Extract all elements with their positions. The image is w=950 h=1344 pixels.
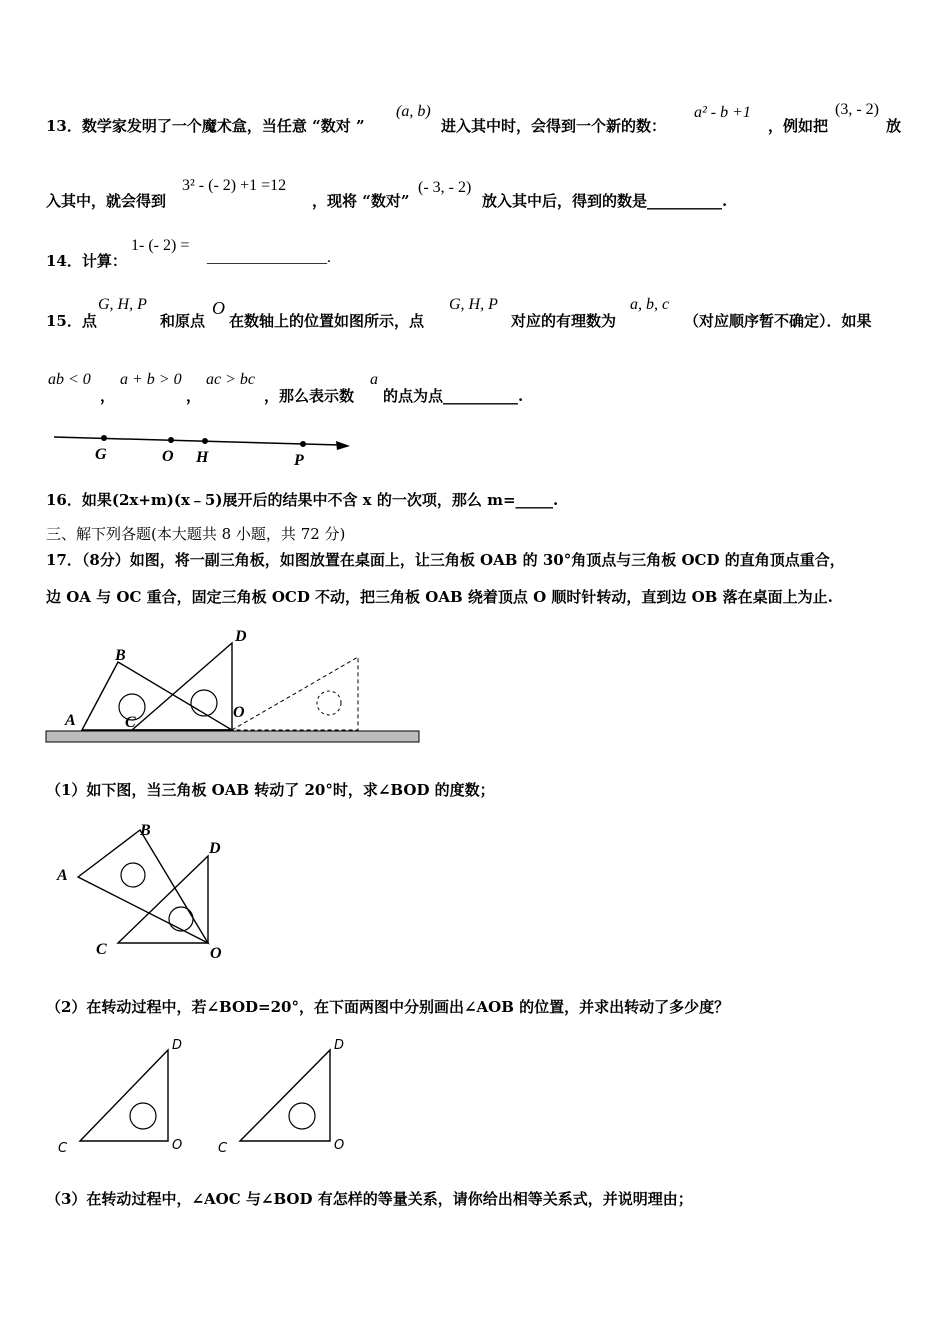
figure-rotated-20 — [50, 818, 240, 966]
q15-points2: G, H, P — [449, 296, 498, 313]
fig3b-triangle-ocd — [240, 1050, 330, 1141]
q15-origin: O — [212, 298, 225, 318]
triangle-oab-rotated — [78, 830, 208, 943]
q15-line2-b: ，那么表示数 — [264, 387, 355, 405]
q13-line1-c: ，例如把 — [768, 117, 829, 135]
fig3b-label-d: D — [334, 1038, 345, 1053]
point-g-dot — [101, 435, 107, 441]
q13-calc: 3² - (- 2) +1 =12 — [182, 177, 287, 194]
q17-line2: 边 OA 与 OC 重合，固定三角板 OCD 不动，把三角板 OAB 绕着顶点 O 顺时针转动，直到边 OB 落在桌面上为止. — [46, 588, 833, 606]
fig1-label-o: O — [233, 704, 245, 721]
triangle-dashed-final — [232, 657, 358, 730]
q13-formula: a² - b +1 — [694, 104, 751, 121]
fig2-label-b: B — [140, 822, 151, 839]
fig2-oab-hole — [121, 863, 145, 887]
q15-sep1: ， — [100, 387, 116, 405]
q17-line1: 17．（8分）如图，将一副三角板，如图放置在桌面上，让三角板 OAB 的 30°角顶点与三角板 OCD 的直角顶点重合， — [46, 551, 845, 569]
dashed-triangle-hole — [317, 691, 341, 715]
fig3b-label-o: O — [334, 1138, 345, 1153]
table-surface — [46, 731, 419, 742]
fig3a-label-d: D — [172, 1038, 183, 1053]
section3-title: 三、解下列各题(本大题共 8 小题，共 72 分) — [46, 525, 346, 543]
number-line-figure — [44, 425, 364, 470]
q15-cond3: ac > bc — [206, 371, 255, 388]
figure-triangles-on-table — [40, 625, 430, 747]
triangle-ocd — [132, 643, 232, 730]
q14-prefix: 14．计算： — [46, 252, 127, 270]
fig2-label-o: O — [210, 945, 222, 962]
fig3a-triangle-ocd — [80, 1050, 168, 1141]
q13-line1-b: 进入其中时，会得到一个新的数： — [441, 117, 667, 135]
figure-blank-right — [214, 1036, 354, 1158]
q13-line1-d: 放 — [886, 117, 902, 135]
q15-line1-a: 15．点 — [46, 312, 97, 330]
fig3b-hole — [289, 1103, 315, 1129]
fig3a-hole — [130, 1103, 156, 1129]
fig2-label-c: C — [96, 941, 107, 958]
number-line-axis — [54, 437, 340, 445]
q14-blank: _______________. — [207, 249, 331, 266]
fig2-label-d: D — [209, 840, 221, 857]
fig1-label-b: B — [115, 647, 126, 664]
q13-line2-a: 入其中，就会得到 — [46, 192, 167, 210]
q15-line2-c: 的点为点__________. — [383, 387, 524, 405]
triangle-oab — [82, 662, 232, 730]
fig2-ocd-hole — [169, 907, 193, 931]
q13-line2-b: ，现将 “数对” — [312, 192, 410, 210]
q13-line2-c: 放入其中后，得到的数是__________. — [482, 192, 728, 210]
q15-line1-e: （对应顺序暂不确定）．如果 — [684, 312, 872, 330]
q15-points: G, H, P — [98, 296, 147, 313]
point-p-dot — [300, 441, 306, 447]
q15-var-a: a — [370, 371, 378, 388]
fig3a-label-o: O — [172, 1138, 183, 1153]
point-p-label: P — [294, 452, 304, 469]
q15-cond1: ab < 0 — [48, 371, 91, 388]
point-h-dot — [202, 438, 208, 444]
fig1-label-a: A — [65, 712, 76, 729]
number-line-arrow — [336, 441, 350, 450]
q15-line1-c: 在数轴上的位置如图所示，点 — [229, 312, 425, 330]
q17-part2: （2）在转动过程中，若∠BOD=20°，在下面两图中分别画出∠AOB 的位置，并求出转动了多少度？ — [46, 998, 730, 1016]
point-o-dot — [168, 437, 174, 443]
point-o-label: O — [162, 448, 174, 465]
fig3b-label-c: C — [218, 1141, 228, 1156]
fig3a-label-c: C — [58, 1141, 68, 1156]
q13-new-pair: (- 3, - 2) — [418, 179, 472, 196]
q15-line1-b: 和原点 — [160, 312, 206, 330]
q14-expr: 1- (- 2) = — [131, 237, 190, 254]
point-h-label: H — [196, 449, 209, 466]
triangle-ocd-hole — [191, 690, 217, 716]
point-g-label: G — [95, 446, 107, 463]
q17-part3: （3）在转动过程中，∠AOC 与∠BOD 有怎样的等量关系，请你给出相等关系式，并说明理由； — [46, 1190, 693, 1208]
q15-cond2: a + b > 0 — [120, 371, 182, 388]
figure-blank-left — [52, 1036, 192, 1158]
q13-example-pair: (3, - 2) — [835, 101, 879, 118]
q13-pair: (a, b) — [396, 103, 431, 120]
q15-sep2: ， — [186, 387, 202, 405]
q13-line1-a: 13．数学家发明了一个魔术盒，当任意 “数对 ” — [46, 117, 365, 135]
fig2-label-a: A — [57, 867, 68, 884]
fig1-label-d: D — [235, 628, 247, 645]
q15-line1-d: 对应的有理数为 — [511, 312, 617, 330]
q16-text: 16．如果(2x+m)(x﹣5)展开后的结果中不含 x 的一次项，那么 m=_____. — [46, 491, 559, 509]
q17-part1: （1）如下图，当三角板 OAB 转动了 20°时，求∠BOD 的度数； — [46, 781, 495, 799]
q15-nums: a, b, c — [630, 296, 670, 313]
fig1-label-c: C — [125, 714, 136, 731]
